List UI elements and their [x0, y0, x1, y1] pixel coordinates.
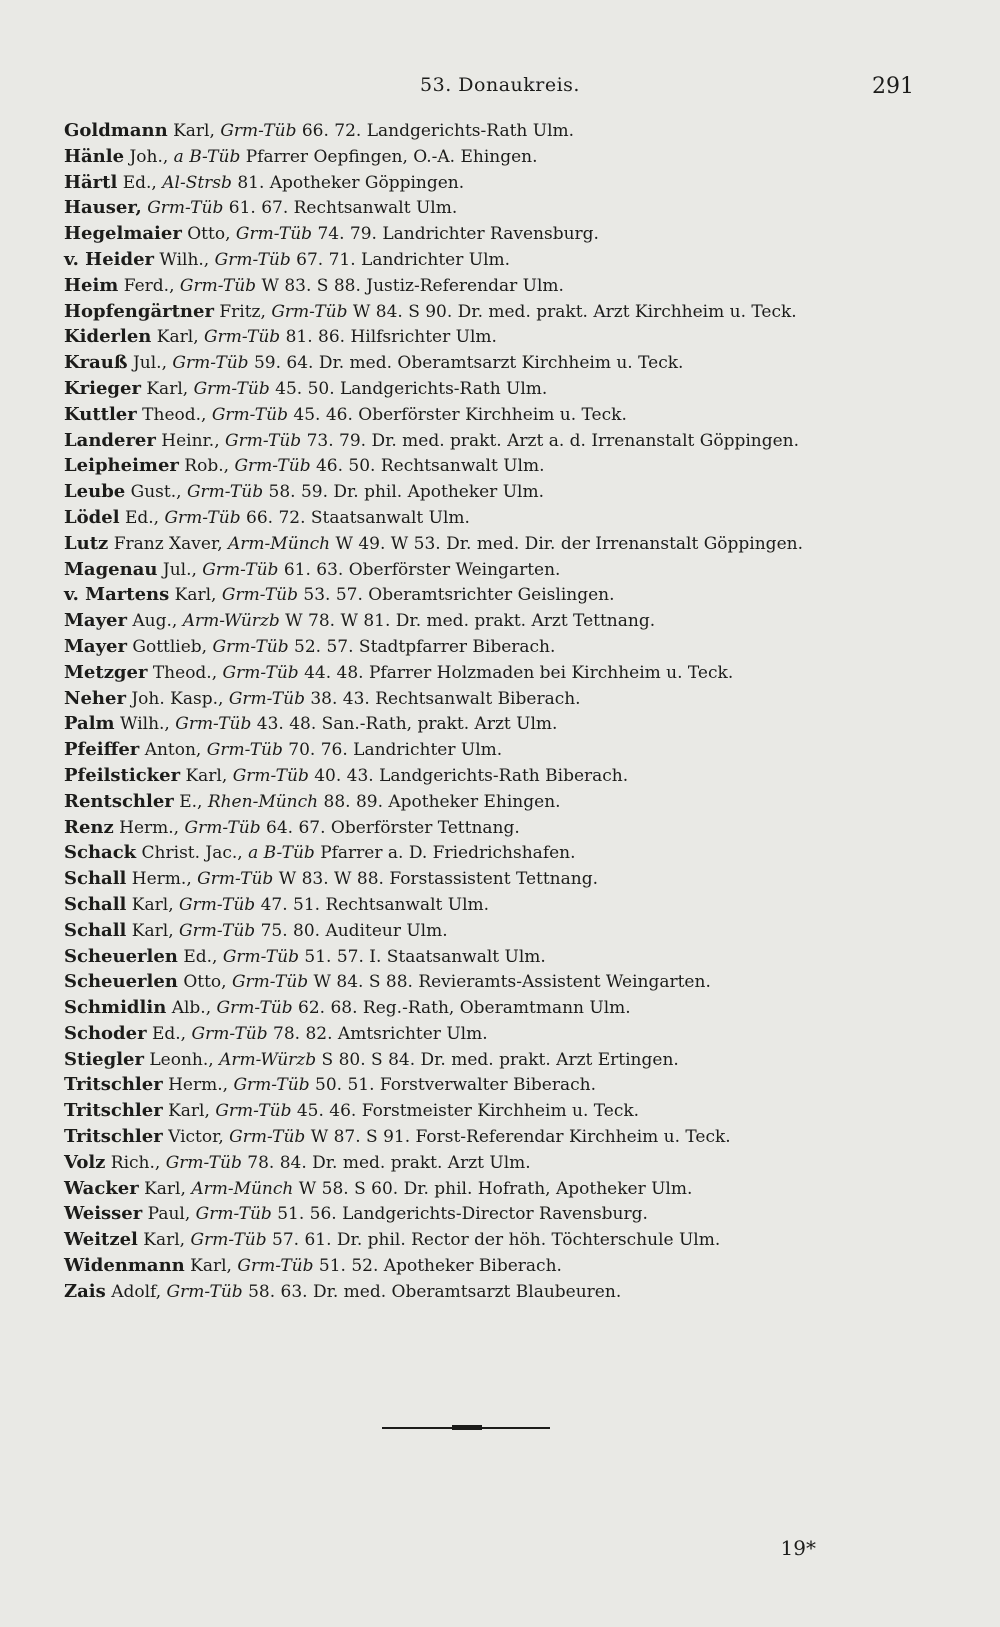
- entry-surname: Hauser,: [64, 197, 142, 219]
- list-item: [64, 892, 960, 918]
- entry-firstname: Karl,: [168, 1101, 210, 1122]
- entry-surname: Mayer: [64, 635, 127, 657]
- entry-university: Grm-Tüb: [214, 249, 291, 270]
- entry-university: Grm-Tüb: [204, 327, 281, 348]
- list-item: [64, 840, 960, 866]
- entry-firstname: Ed.,: [151, 1023, 187, 1044]
- entry-surname: Neher: [64, 687, 126, 709]
- entry-firstname: Karl,: [156, 327, 199, 348]
- rule-ornament: [452, 1425, 482, 1430]
- entry-university: Grm-Tüb: [179, 920, 256, 941]
- list-item: [64, 995, 960, 1021]
- entry-firstname: Herm.,: [119, 817, 180, 838]
- entry-university: Grm-Tüb: [222, 662, 299, 683]
- entry-firstname: Anton,: [144, 740, 202, 761]
- list-item: [64, 453, 960, 479]
- entry-university: Grm-Tüb: [202, 559, 279, 580]
- entry-university: Arm-Münch: [228, 533, 331, 554]
- entry-surname: Scheuerlen: [64, 971, 178, 993]
- entry-details: W 87. S 91. Forst-Referendar Kirchheim u. Teck.: [310, 1127, 731, 1148]
- entry-firstname: Fritz,: [219, 301, 266, 322]
- entry-firstname: Paul,: [147, 1204, 191, 1225]
- entry-university: a B-Tüb: [248, 843, 315, 864]
- entry-university: Grm-Tüb: [211, 404, 288, 425]
- list-item: [64, 505, 960, 531]
- entry-details: 43. 48. San.-Rath, prakt. Arzt Ulm.: [256, 714, 558, 735]
- entry-firstname: Alb.,: [171, 998, 212, 1019]
- list-item: [64, 144, 960, 170]
- list-item: [64, 1098, 960, 1124]
- entry-surname: Krieger: [64, 377, 141, 399]
- entry-details: 44. 48. Pfarrer Holzmaden bei Kirchheim u. Teck.: [304, 662, 734, 683]
- entry-surname: Magenau: [64, 558, 158, 580]
- entry-details: 47. 51. Rechtsanwalt Ulm.: [260, 894, 490, 915]
- chapter-title: 53. Donaukreis.: [420, 74, 580, 96]
- entry-details: 81. 86. Hilfsrichter Ulm.: [285, 327, 497, 348]
- entry-details: 57. 61. Dr. phil. Rector der höh. Töchterschule Ulm.: [272, 1230, 721, 1251]
- entry-details: 53. 57. Oberamtsrichter Geislingen.: [303, 585, 615, 606]
- list-item: [64, 1227, 960, 1253]
- entry-firstname: Adolf,: [111, 1281, 162, 1302]
- list-item: [64, 557, 960, 583]
- entry-surname: Leube: [64, 481, 126, 503]
- entry-surname: Renz: [64, 816, 114, 838]
- entry-university: Al-Strsb: [162, 172, 232, 193]
- entry-surname: Pfeilsticker: [64, 764, 181, 786]
- list-item: [64, 299, 960, 325]
- entry-firstname: Karl,: [174, 585, 217, 606]
- entry-details: 58. 63. Dr. med. Oberamtsarzt Blaubeuren.: [248, 1281, 622, 1302]
- entry-surname: Pfeiffer: [64, 739, 140, 761]
- entry-surname: Rentschler: [64, 790, 174, 812]
- entry-firstname: Otto,: [187, 224, 231, 245]
- list-item: [64, 918, 960, 944]
- entry-university: Grm-Tüb: [206, 740, 283, 761]
- list-item: [64, 1124, 960, 1150]
- entry-university: Grm-Tüb: [172, 353, 249, 374]
- entry-details: 59. 64. Dr. med. Oberamtsarzt Kirchheim u. Teck.: [253, 353, 684, 374]
- entry-details: S 80. S 84. Dr. med. prakt. Arzt Ertingen.: [321, 1049, 679, 1070]
- entry-university: Grm-Tüb: [190, 1230, 267, 1251]
- entry-details: 51. 56. Landgerichts-Director Ravensburg.: [277, 1204, 648, 1225]
- entry-surname: Stiegler: [64, 1048, 144, 1070]
- entry-university: Grm-Tüb: [212, 636, 289, 657]
- entry-surname: Tritschler: [64, 1074, 163, 1096]
- entry-surname: Schall: [64, 868, 127, 890]
- entry-surname: Schall: [64, 919, 127, 941]
- list-item: [64, 634, 960, 660]
- list-item: [64, 711, 960, 737]
- entry-details: 45. 46. Oberförster Kirchheim u. Teck.: [293, 404, 627, 425]
- entry-university: Grm-Tüb: [234, 456, 311, 477]
- list-item: [64, 737, 960, 763]
- list-item: [64, 686, 960, 712]
- entry-details: 64. 67. Oberförster Tettnang.: [266, 817, 520, 838]
- entry-university: Rhen-Münch: [207, 791, 319, 812]
- entry-surname: Wacker: [64, 1177, 139, 1199]
- entry-surname: Lödel: [64, 506, 120, 528]
- entry-university: Grm-Tüb: [228, 688, 305, 709]
- list-item: [64, 660, 960, 686]
- entry-university: Grm-Tüb: [175, 714, 252, 735]
- entry-details: 40. 43. Landgerichts-Rath Biberach.: [314, 765, 629, 786]
- entry-firstname: Rich.,: [110, 1152, 161, 1173]
- entry-details: W 49. W 53. Dr. med. Dir. der Irrenanstalt Göppingen.: [335, 533, 803, 554]
- entry-surname: Landerer: [64, 429, 156, 451]
- entry-surname: Weisser: [64, 1203, 143, 1225]
- entry-university: Grm-Tüb: [215, 1101, 292, 1122]
- entry-details: Pfarrer a. D. Friedrichshafen.: [320, 843, 576, 864]
- list-item: [64, 324, 960, 350]
- list-item: [64, 789, 960, 815]
- list-item: [64, 273, 960, 299]
- entry-surname: Volz: [64, 1151, 106, 1173]
- entry-surname: Zais: [64, 1280, 106, 1302]
- list-item: [64, 1150, 960, 1176]
- entry-details: W 84. S 88. Revieramts-Assistent Weingarten.: [313, 972, 711, 993]
- entry-surname: Weitzel: [64, 1229, 138, 1251]
- entry-firstname: Gottlieb,: [132, 636, 208, 657]
- entry-surname: Kuttler: [64, 403, 137, 425]
- entry-firstname: Ed.,: [124, 507, 160, 528]
- entry-details: 67. 71. Landrichter Ulm.: [296, 249, 511, 270]
- entry-university: Grm-Tüb: [220, 121, 297, 141]
- list-item: [64, 1072, 960, 1098]
- entry-university: Grm-Tüb: [186, 482, 264, 503]
- list-item: [64, 582, 960, 608]
- entry-university: Grm-Tüb: [184, 817, 261, 838]
- entry-university: Grm-Tüb: [232, 765, 309, 786]
- list-item: [64, 866, 960, 892]
- list-item: [64, 1201, 960, 1227]
- list-item: [64, 1253, 960, 1279]
- entry-university: a B-Tüb: [173, 146, 241, 167]
- entry-surname: Scheuerlen: [64, 945, 178, 967]
- signature-mark: 19*: [780, 1536, 816, 1560]
- entry-firstname: Karl,: [173, 121, 215, 141]
- entry-university: Grm-Tüb: [147, 198, 224, 219]
- entry-surname: v. Martens: [64, 584, 170, 606]
- list-item: [64, 118, 960, 144]
- entry-firstname: Karl,: [143, 1230, 186, 1251]
- entry-firstname: Ed.,: [122, 172, 157, 193]
- entry-university: Grm-Tüb: [193, 378, 270, 399]
- ornamental-rule: [382, 1427, 550, 1429]
- entry-university: Grm-Tüb: [179, 894, 256, 915]
- entry-firstname: Wilh.,: [120, 714, 170, 735]
- entry-details: W 58. S 60. Dr. phil. Hofrath, Apotheker Ulm.: [298, 1178, 693, 1199]
- list-item: [64, 1021, 960, 1047]
- entry-university: Grm-Tüb: [235, 224, 313, 245]
- entry-surname: Tritschler: [64, 1126, 163, 1148]
- entry-surname: Hegelmaier: [64, 223, 182, 245]
- entry-university: Grm-Tüb: [233, 1075, 310, 1096]
- entry-firstname: Gust.,: [130, 482, 182, 503]
- entry-firstname: Franz Xaver,: [113, 533, 223, 554]
- entry-firstname: Joh. Kasp.,: [131, 688, 224, 709]
- entry-details: 81. Apotheker Göppingen.: [237, 172, 465, 193]
- list-item: [64, 531, 960, 557]
- entry-firstname: Joh.,: [129, 146, 169, 167]
- entry-surname: Kiderlen: [64, 326, 152, 348]
- entry-firstname: Theod.,: [142, 404, 207, 425]
- list-item: [64, 763, 960, 789]
- entry-surname: Schall: [64, 893, 127, 915]
- entry-details: 51. 52. Apotheker Biberach.: [318, 1256, 562, 1277]
- list-item: [64, 608, 960, 634]
- entry-details: 74. 79. Landrichter Ravensburg.: [317, 224, 599, 245]
- list-item: [64, 350, 960, 376]
- entry-firstname: Otto,: [183, 972, 227, 993]
- entry-firstname: Herm.,: [168, 1075, 229, 1096]
- entry-university: Grm-Tüb: [231, 972, 309, 993]
- entry-university: Grm-Tüb: [216, 998, 293, 1019]
- list-item: [64, 221, 960, 247]
- entry-firstname: Karl,: [185, 765, 228, 786]
- entry-firstname: Christ. Jac.,: [141, 843, 243, 864]
- entry-details: W 83. S 88. Justiz-Referendar Ulm.: [261, 275, 564, 296]
- member-list: [64, 118, 960, 1305]
- entry-surname: Schack: [64, 842, 137, 864]
- entry-university: Arm-Würzb: [182, 611, 280, 632]
- entry-surname: Palm: [64, 713, 115, 735]
- entry-university: Grm-Tüb: [229, 1127, 306, 1148]
- entry-firstname: Karl,: [144, 1178, 186, 1199]
- entry-details: 45. 46. Forstmeister Kirchheim u. Teck.: [296, 1101, 640, 1122]
- entry-surname: Schoder: [64, 1022, 147, 1044]
- entry-firstname: E.,: [179, 791, 203, 812]
- entry-surname: Goldmann: [64, 120, 168, 141]
- list-item: [64, 170, 960, 196]
- entry-surname: Hänle: [64, 145, 125, 167]
- entry-details: 62. 68. Reg.-Rath, Oberamtmann Ulm.: [298, 998, 631, 1019]
- entry-details: 61. 67. Rechtsanwalt Ulm.: [228, 198, 458, 219]
- entry-firstname: Karl,: [190, 1256, 232, 1277]
- entry-details: 88. 89. Apotheker Ehingen.: [323, 791, 561, 812]
- list-item: [64, 815, 960, 841]
- entry-details: 46. 50. Rechtsanwalt Ulm.: [315, 456, 545, 477]
- entry-firstname: Aug.,: [132, 611, 178, 632]
- entry-firstname: Ed.,: [183, 946, 218, 967]
- entry-university: Grm-Tüb: [166, 1281, 243, 1302]
- list-item: [64, 479, 960, 505]
- entry-details: 58. 59. Dr. phil. Apotheker Ulm.: [268, 482, 545, 503]
- entry-details: 73. 79. Dr. med. prakt. Arzt a. d. Irrenanstalt Göppingen.: [306, 430, 800, 451]
- entry-firstname: Theod.,: [152, 662, 218, 683]
- entry-surname: Tritschler: [64, 1100, 163, 1122]
- entry-surname: Härtl: [64, 171, 118, 193]
- list-item: [64, 969, 960, 995]
- entry-surname: Metzger: [64, 661, 148, 683]
- entry-firstname: Herm.,: [131, 869, 192, 890]
- entry-details: 61. 63. Oberförster Weingarten.: [283, 559, 561, 580]
- entry-firstname: Ferd.,: [123, 275, 175, 296]
- entry-surname: Schmidlin: [64, 997, 167, 1019]
- list-item: [64, 944, 960, 970]
- entry-details: 78. 84. Dr. med. prakt. Arzt Ulm.: [247, 1152, 531, 1173]
- entry-details: 66. 72. Landgerichts-Rath Ulm.: [301, 121, 575, 141]
- entry-university: Grm-Tüb: [221, 585, 299, 606]
- entry-university: Grm-Tüb: [222, 946, 299, 967]
- entry-details: 50. 51. Forstverwalter Biberach.: [315, 1075, 597, 1096]
- list-item: [64, 376, 960, 402]
- entry-details: 45. 50. Landgerichts-Rath Ulm.: [275, 378, 548, 399]
- entry-university: Grm-Tüb: [197, 869, 274, 890]
- list-item: [64, 1176, 960, 1202]
- entry-surname: Heim: [64, 274, 119, 296]
- entry-firstname: Leonh.,: [149, 1049, 214, 1070]
- list-item: [64, 195, 960, 221]
- entry-details: W 78. W 81. Dr. med. prakt. Arzt Tettnang.: [285, 611, 656, 632]
- entry-firstname: Jul.,: [132, 353, 167, 374]
- list-item: [64, 402, 960, 428]
- entry-firstname: Heinr.,: [161, 430, 220, 451]
- entry-university: Arm-Münch: [191, 1178, 294, 1199]
- entry-surname: v. Heider: [64, 248, 154, 270]
- entry-details: 38. 43. Rechtsanwalt Biberach.: [310, 688, 581, 709]
- entry-details: W 83. W 88. Forstassistent Tettnang.: [278, 869, 599, 890]
- entry-university: Grm-Tüb: [191, 1023, 268, 1044]
- page-number: 291: [872, 74, 914, 99]
- entry-university: Grm-Tüb: [271, 301, 348, 322]
- entry-university: Grm-Tüb: [164, 507, 241, 528]
- entry-firstname: Rob.,: [184, 456, 230, 477]
- entry-university: Grm-Tüb: [195, 1204, 272, 1225]
- entry-details: 78. 82. Amtsrichter Ulm.: [273, 1023, 488, 1044]
- entry-university: Grm-Tüb: [165, 1152, 242, 1173]
- entry-university: Grm-Tüb: [225, 430, 302, 451]
- entry-surname: Hopfengärtner: [64, 300, 214, 322]
- list-item: [64, 1047, 960, 1073]
- entry-surname: Leipheimer: [64, 455, 179, 477]
- entry-details: Pfarrer Oepfingen, O.-A. Ehingen.: [245, 146, 538, 167]
- list-item: [64, 428, 960, 454]
- entry-surname: Krauß: [64, 352, 128, 374]
- entry-details: 51. 57. I. Staatsanwalt Ulm.: [304, 946, 546, 967]
- list-item: [64, 1279, 960, 1305]
- entry-university: Arm-Würzb: [219, 1049, 317, 1070]
- entry-university: Grm-Tüb: [237, 1256, 314, 1277]
- entry-surname: Widenmann: [64, 1255, 185, 1277]
- entry-firstname: Wilh.,: [159, 249, 210, 270]
- entry-details: W 84. S 90. Dr. med. prakt. Arzt Kirchheim u. Teck.: [352, 301, 797, 322]
- entry-university: Grm-Tüb: [179, 275, 257, 296]
- entry-details: 70. 76. Landrichter Ulm.: [288, 740, 503, 761]
- entry-firstname: Karl,: [146, 378, 189, 399]
- entry-surname: Lutz: [64, 532, 109, 554]
- entry-details: 52. 57. Stadtpfarrer Biberach.: [294, 636, 556, 657]
- entry-firstname: Karl,: [131, 894, 174, 915]
- entry-firstname: Victor,: [168, 1127, 224, 1148]
- entry-firstname: Jul.,: [162, 559, 197, 580]
- entry-details: 66. 72. Staatsanwalt Ulm.: [246, 507, 470, 528]
- list-item: [64, 247, 960, 273]
- entry-details: 75. 80. Auditeur Ulm.: [260, 920, 448, 941]
- entry-firstname: Karl,: [131, 920, 174, 941]
- entry-surname: Mayer: [64, 610, 127, 632]
